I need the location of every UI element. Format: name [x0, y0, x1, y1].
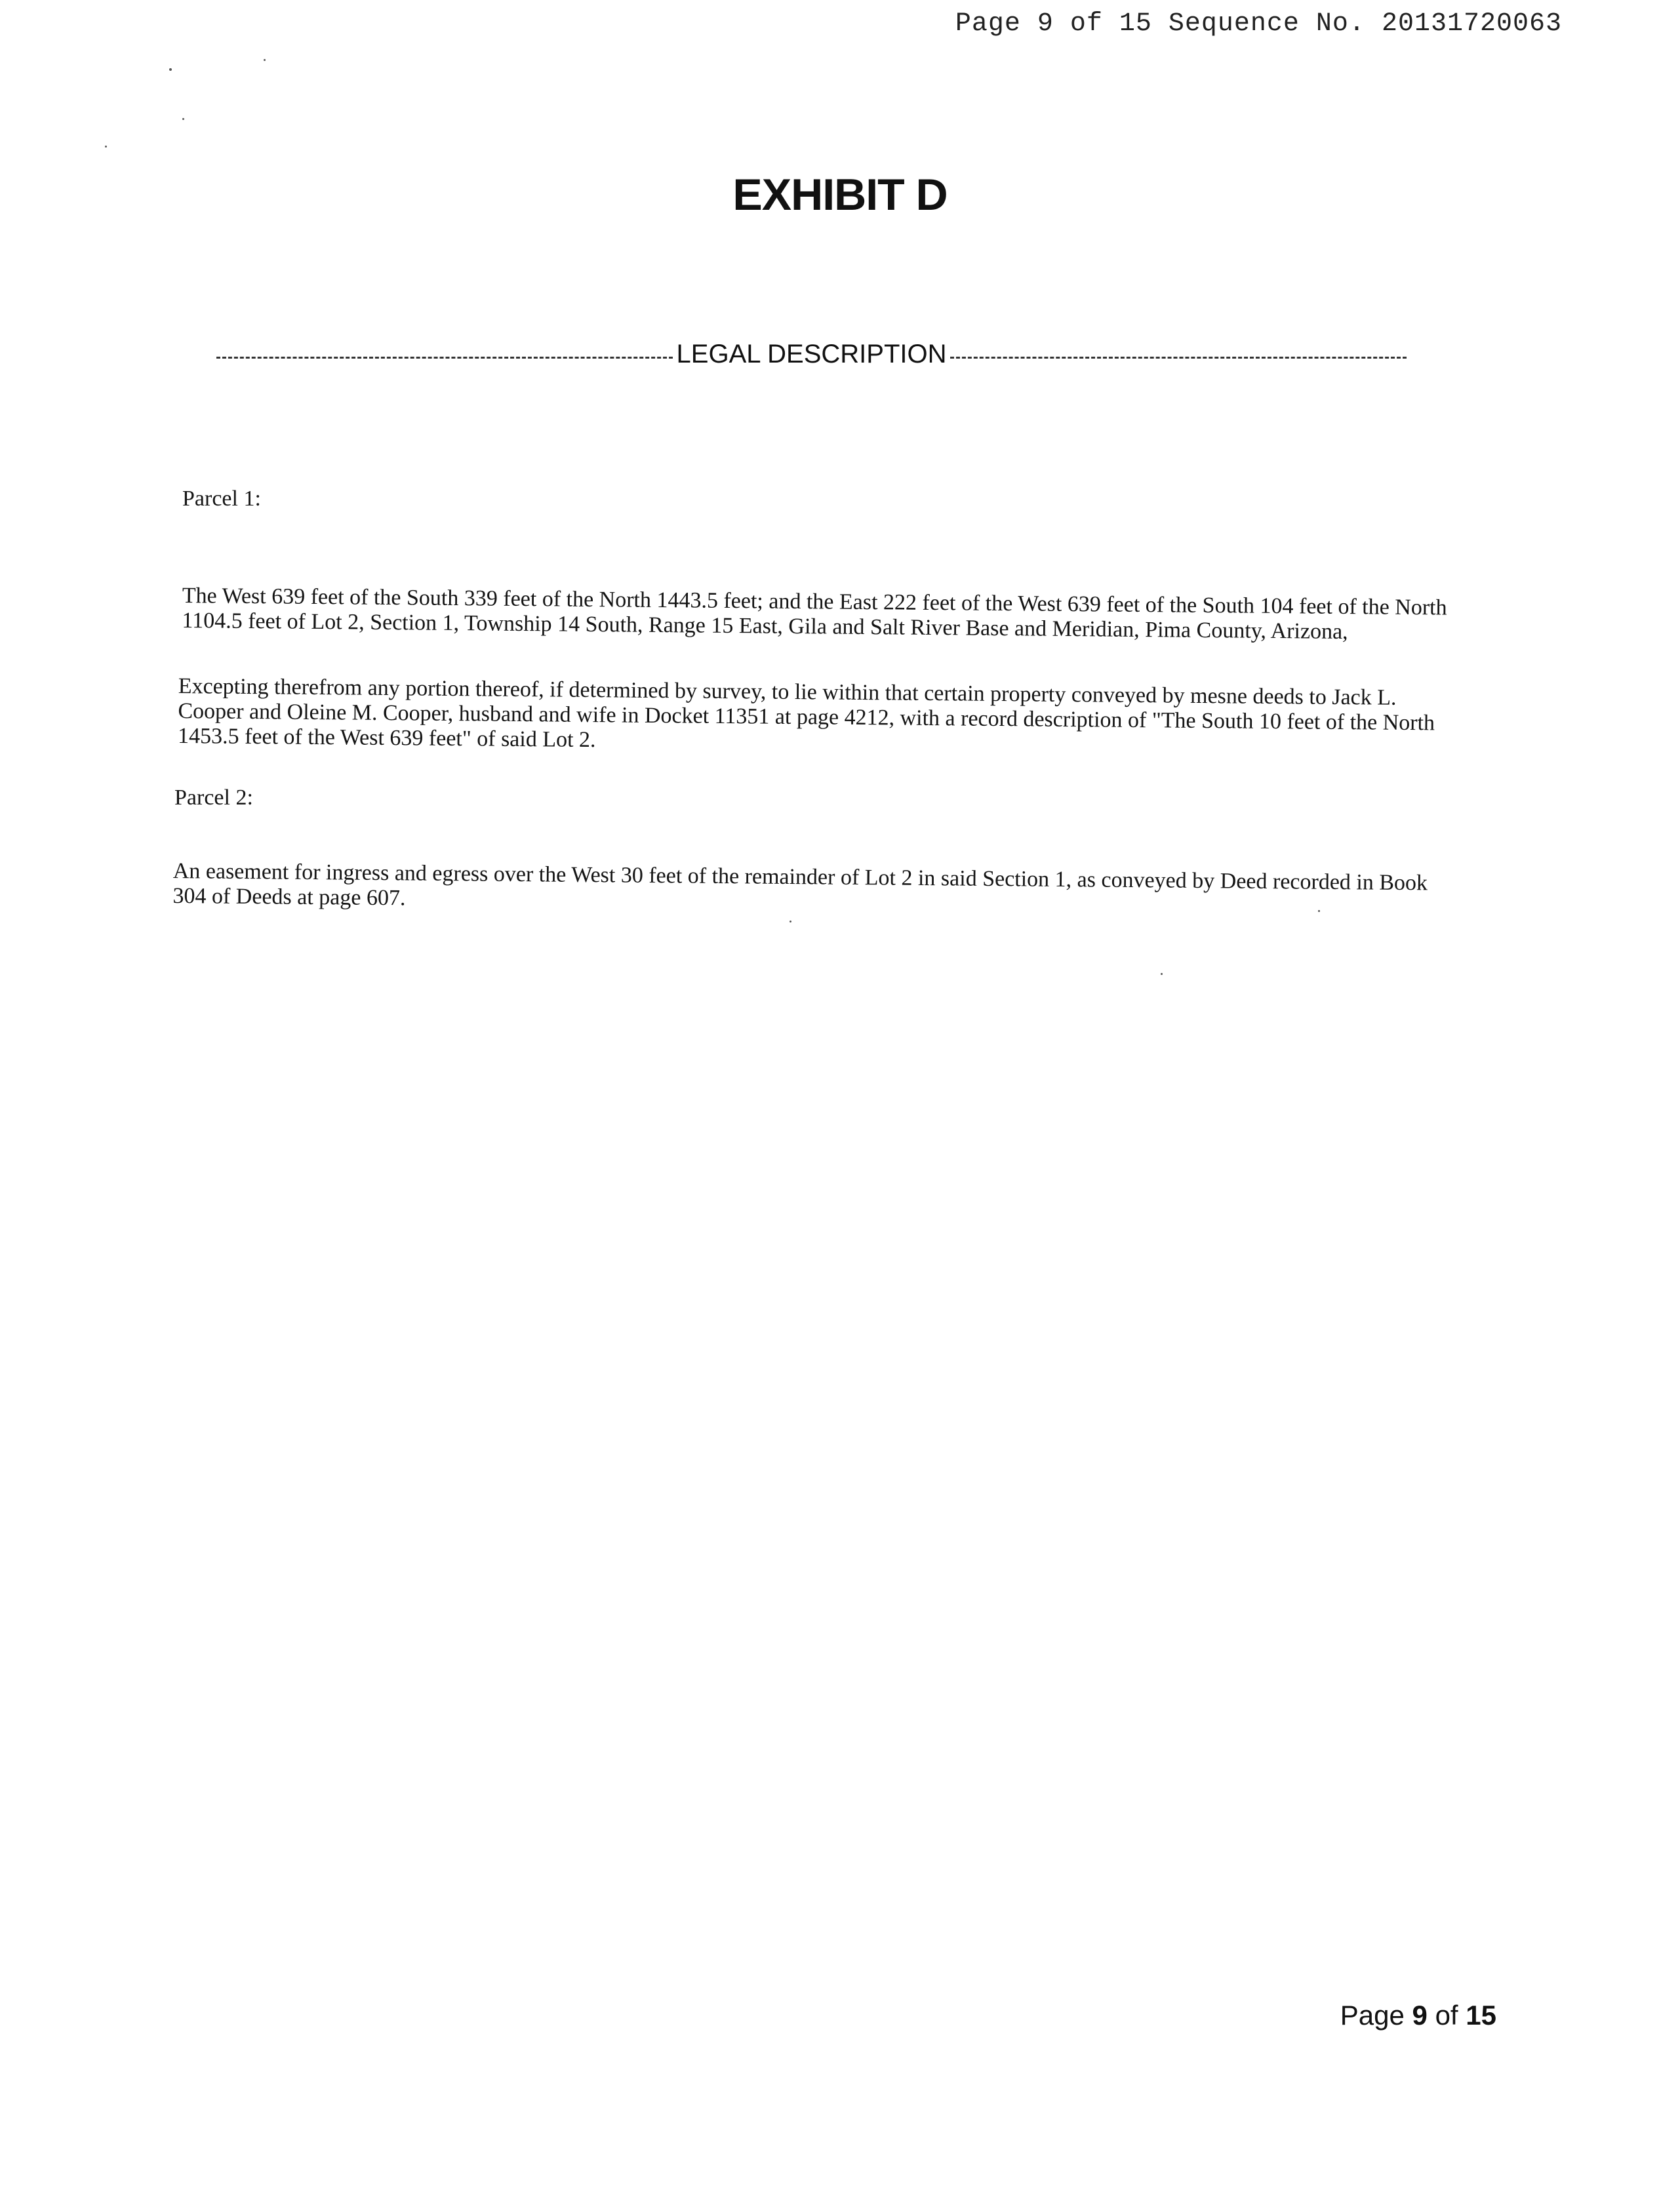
page-footer-number: 9	[1412, 2000, 1428, 2031]
recording-stamp: Page 9 of 15 Sequence No. 20131720063	[955, 9, 1562, 39]
dash-rule-right	[950, 357, 1407, 359]
page-footer-of: of	[1427, 2000, 1466, 2031]
page-footer-total: 15	[1466, 2000, 1496, 2031]
exhibit-title: EXHIBIT D	[732, 170, 948, 220]
scan-speck	[1161, 973, 1163, 975]
page-footer	[1340, 2000, 1496, 2031]
parcel-1-paragraph-2: Excepting therefrom any portion thereof, if determined by survey, to lie within that certain property conveyed by mesne deeds to Jack L. Cooper and Oleine M. Cooper, husband and wife in Docket 11351 at page 4212, with a record description of "The South 10 feet of the North 1453.5 feet of the West 639 feet" of said Lot 2.	[177, 674, 1435, 753]
scan-speck	[264, 59, 266, 61]
scan-speck	[182, 118, 184, 120]
page-footer-prefix: Page	[1340, 2000, 1412, 2031]
section-label: LEGAL DESCRIPTION	[676, 340, 947, 368]
parcel-2-heading: Parcel 2:	[174, 785, 253, 810]
parcel-1-paragraph-1: The West 639 feet of the South 339 feet of the North 1443.5 feet; and the East 222 feet of the West 639 feet of the South 104 feet of the North 1104.5 feet of Lot 2, Section 1, Township 14 South, Range 15 East, Gila and Salt River Base and Meridian, Pima County, Arizona,	[182, 584, 1447, 644]
scan-speck	[169, 68, 172, 71]
scan-speck	[105, 146, 107, 148]
parcel-2-paragraph-1: An easement for ingress and egress over the West 30 feet of the remainder of Lot 2 in said Section 1, as conveyed by Deed recorded in Book 304 of Deeds at page 607.	[172, 859, 1428, 911]
section-divider	[216, 340, 1407, 369]
scan-speck	[790, 921, 791, 922]
dash-rule-left	[216, 357, 673, 359]
parcel-1-heading: Parcel 1:	[182, 486, 261, 511]
